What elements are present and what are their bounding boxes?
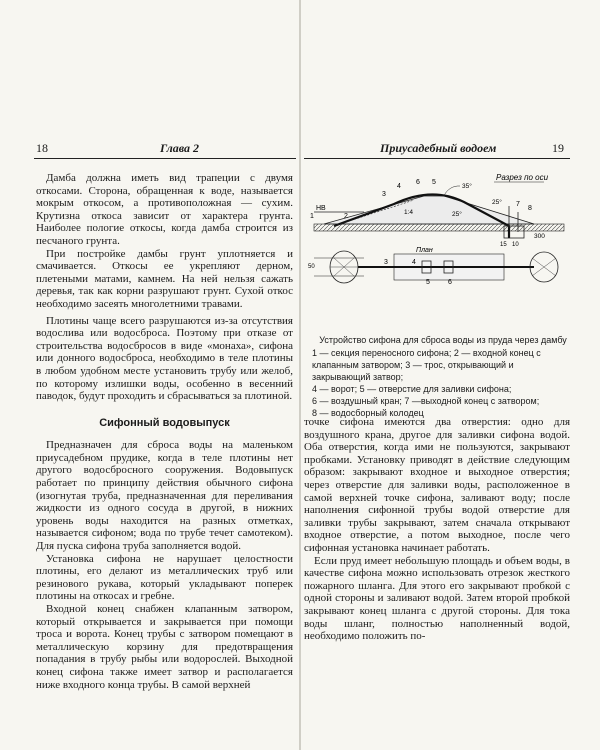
paragraph: Плотины чаще всего разрушаются из-за отсутствия водослива или водосброса. Поэтому при отказе от строительства водосбросов в виде «монаха», сифона или донного водосброса, необходимо в теле плотины в любом удобном месте установить трубу или желоб, по которому излишки воды, особенно в весенний паводок, будут проходить и сбрасываться за плотиной. xyxy=(36,314,293,403)
svg-text:4: 4 xyxy=(397,183,401,190)
left-header-rule xyxy=(34,158,296,159)
svg-text:3: 3 xyxy=(382,191,386,198)
svg-text:8: 8 xyxy=(528,205,532,212)
svg-text:5: 5 xyxy=(432,179,436,186)
right-header-rule xyxy=(304,158,570,159)
caption-line: 6 — воздушный кран; 7 —выходной конец с затвором; xyxy=(312,396,540,406)
paragraph: Дамба должна иметь вид трапеции с двумя откосами. Сторона, обращенная к воде, называется мокрым откосом, а противоположная — сухим. Крутизна откоса зависит от характера грунта. Наиболее пологие откосы, когда дамба строится из песчаного грунта. xyxy=(36,172,293,247)
right-page-number: 19 xyxy=(552,141,564,155)
label-plan-view: План xyxy=(416,247,433,254)
paragraph: Если пруд имеет небольшую площадь и объем воды, в качестве сифона можно использовать отрезок жесткого пожарного шланга. Для этого его закрывают пробкой с одной стороны и заливают водой. Затем второй пробкой закрывают конец шланга с другой стороны. Для тока воды шланг, полностью наполненный водой, необходимо положить по- xyxy=(304,554,570,643)
left-page-body xyxy=(36,172,293,691)
label-section-view: Разрез по оси xyxy=(496,173,549,182)
siphon-diagram xyxy=(304,166,576,306)
svg-text:25°: 25° xyxy=(452,211,462,218)
svg-text:4: 4 xyxy=(412,259,416,266)
caption-line: 8 — водосборный колодец xyxy=(312,408,424,418)
caption-title: Устройство сифона для сброса воды из пруда через дамбу xyxy=(319,335,567,345)
svg-text:15: 15 xyxy=(500,242,507,248)
label-water-level: НВ xyxy=(316,205,326,212)
svg-text:5: 5 xyxy=(426,279,430,286)
svg-text:25°: 25° xyxy=(492,199,502,206)
paragraph: точке сифона имеются два отверстия: одно для воздушного крана, другое для заливки сифона водой. Оба отверстия, когда ими не пользуются, закрывают пробками. Установку приводят в действие следующим образом: закрывают входное и выходное отверстия; через отверстие для заливки воды, расположенное в самой верхней точке сифона, заливают воду; после наполнения сифонной трубы водой отверстие для заливки трубы закрывают, затем сначала открывают входное отверстие, а потом выходное, после чего сифонная установка начинает работать. xyxy=(304,416,570,554)
svg-text:2: 2 xyxy=(344,213,348,220)
svg-text:6: 6 xyxy=(416,179,420,186)
svg-text:50: 50 xyxy=(308,264,315,270)
paragraph: При постройке дамбы грунт уплотняется и смачивается. Откосы ее укрепляют дерном, плетеными матами, камнем. На ней нельзя сажать деревья, так как корни разрушают грунт. Сухой откос необходимо засеять многолетними травами. xyxy=(36,247,293,310)
right-running-head: Приусадебный водоем xyxy=(380,141,497,155)
caption-line: 4 — ворот; 5 — отверстие для заливки сифона; xyxy=(312,384,512,394)
svg-text:6: 6 xyxy=(448,279,452,286)
figure-caption xyxy=(312,334,574,419)
svg-text:10: 10 xyxy=(512,242,519,248)
right-page-header xyxy=(300,141,600,158)
section-heading: Сифонный водовыпуск xyxy=(99,416,230,429)
left-page-header xyxy=(0,141,300,158)
svg-text:1: 1 xyxy=(310,213,314,220)
left-running-head: Глава 2 xyxy=(160,141,200,155)
svg-text:3: 3 xyxy=(384,259,388,266)
right-page-body xyxy=(304,416,570,643)
svg-text:7: 7 xyxy=(516,201,520,208)
left-page-number: 18 xyxy=(36,141,48,155)
caption-line: 1 — секция переносного сифона; 2 — входной конец с клапанным затвором; 3 — трос, открывающий и закрывающий затвор; xyxy=(312,348,541,382)
paragraph: Входной конец снабжен клапанным затвором, который открывается и закрывается при помощи троса и ворота. Конец трубы с затвором помещают в металлическую корзину для предотвращения попадания в трубу рыбы или водорослей. Выходной конец сифона также имеет затвор и располагается ниже входного конца трубы. В самой верхней xyxy=(36,603,293,691)
svg-text:1:4: 1:4 xyxy=(404,209,414,216)
ground-hatch xyxy=(314,224,564,231)
svg-text:300: 300 xyxy=(534,233,545,240)
svg-text:35°: 35° xyxy=(462,183,472,190)
right-page xyxy=(300,0,600,750)
paragraph: Предназначен для сброса воды на маленьком приусадебном прудике, когда в теле плотины нет другого водосбросного сооружения. Водовыпуск работает по принципу действия обычного сифона (изогнутая труба, предназначенная для переливания жидкости из одного сосуда в другой, в нижних уровень воды находится на разных отметках, называется сифоном; вода по трубе течет самотеком). Для пуска сифона труба заполняется водой. xyxy=(36,439,293,553)
dam-body xyxy=(324,196,534,224)
paragraph: Установка сифона не нарушает целостности плотины, его делают из металлических труб или резинового рукава, который укладывают поперек плотины на откосах и гребне. xyxy=(36,552,293,603)
